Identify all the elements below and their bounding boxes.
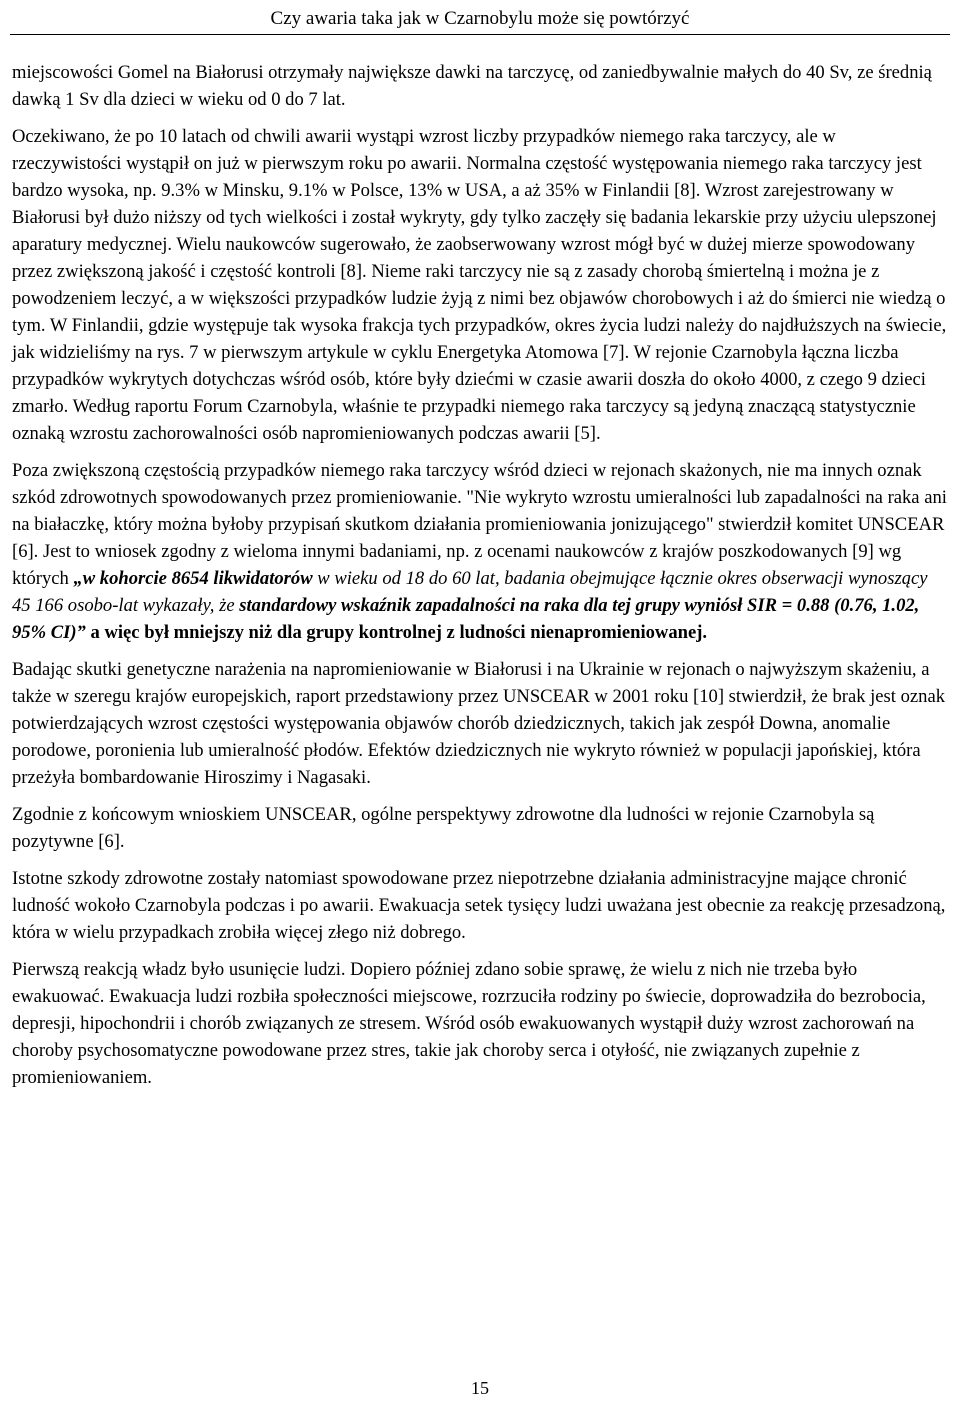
paragraph-1: miejscowości Gomel na Białorusi otrzymały największe dawki na tarczycę, od zaniedbywalnie małych do 40 Sv, ze średnią dawką 1 Sv dla dzieci w wieku od 0 do 7 lat. — [12, 62, 932, 110]
page-number: 15 — [471, 1378, 489, 1398]
paragraph-7: Pierwszą reakcją władz było usunięcie ludzi. Dopiero później zdano sobie sprawę, że wielu z nich nie trzeba było ewakuować. Ewakuacja ludzi rozbiła społeczności miejscowe, rozrzuciła rodziny po świecie, doprowadziła do bezrobocia, depresji, hipochondrii i chorób związanych ze stresem. Wśród osób ewakuowanych wystąpił duży wzrost zachorowań na choroby psychosomatyczne powodowane przez stres, takie jak choroby serca i otyłość, nie związanych zupełnie z promieniowaniem. — [12, 959, 926, 1088]
paragraph-3 — [12, 457, 948, 646]
sir-result-emphasis: standardowy wskaźnik zapadalności na raka dla tej grupy wyniósł SIR = 0.88 (0.76, 1.02, 95% CI)” — [12, 595, 920, 643]
header-divider — [10, 34, 950, 35]
paragraph-6: Istotne szkody zdrowotne zostały natomiast spowodowane przez niepotrzebne działania administracyjne mające chronić ludność wokoło Czarnobyla podczas i po awarii. Ewakuacja setek tysięcy ludzi uważana jest obecnie za reakcję przesadzoną, która w wielu przypadkach zrobiła więcej złego niż dobrego. — [12, 868, 946, 943]
document-body — [12, 59, 948, 1101]
paragraph-2: Oczekiwano, że po 10 latach od chwili awarii wystąpi wzrost liczby przypadków niemego raka tarczycy, ale w rzeczywistości wystąpił on już w pierwszym roku po awarii. Normalna częstość występowania niemego raka tarczycy jest bardzo wysoka, np. 9.3% w Minsku, 9.1% w Polsce, 13% w USA, a aż 35% w Finlandii [8]. Wzrost zarejestrowany w Białorusi był dużo niższy od tych wielkości i został wykryty, gdy tylko zaczęły się badania lekarskie przy użyciu ulepszonej aparatury medycznej. Wielu naukowców sugerowało, że zaobserwowany wzrost mógł być w dużej mierze spowodowany przez zwiększoną jakość i częstość kontroli [8]. Nieme raki tarczycy nie są z zasady chorobą śmiertelną i można je z powodzeniem leczyć, a w większości przypadków ludzie żyją z nimi bez objawów chorobowych i aż do śmierci nie wiedzą o tym. W Finlandii, gdzie występuje tak wysoka frakcja tych przypadków, okres życia ludzi należy do najdłuższych na świecie, jak widzieliśmy na rys. 7 w pierwszym artykule w cyklu Energetyka Atomowa [7]. W rejonie Czarnobyla łączna liczba przypadków wykrytych dotychczas wśród osób, które były dziećmi w czasie awarii doszła do około 4000, z czego 9 dzieci zmarło. Według raportu Forum Czarnobyla, właśnie te przypadki niemego raka tarczycy są jedyną znaczącą statystycznie oznaką wzrostu zachorowalności osób napromieniowanych podczas awarii [5]. — [12, 126, 947, 444]
paragraph-4: Badając skutki genetyczne narażenia na napromieniowanie w Białorusi i na Ukrainie w rejonach o najwyższym skażeniu, a także w szeregu krajów europejskich, raport przedstawiony przez UNSCEAR w 2001 roku [10] stwierdził, że brak jest oznak potwierdzających wzrost częstości występowania objawów chorób dziedzicznych, takich jak zespół Downa, anomalie porodowe, poronienia lub umieralność płodów. Efektów dziedzicznych nie wykryto również w populacji japońskiej, która przeżyła bombardowanie Hiroszimy i Nagasaki. — [12, 659, 946, 788]
running-header: Czy awaria taka jak w Czarnobylu może się powtórzyć — [270, 8, 690, 29]
quote-emphasis: „w kohorcie 8654 likwidatorów — [73, 568, 313, 589]
conclusion-bold: a więc był mniejszy niż dla grupy kontrolnej z ludności nienapromieniowanej. — [85, 622, 708, 643]
paragraph-3-text: Poza zwiększoną częstością przypadków niemego raka tarczycy wśród dzieci w rejonach skażonych, nie ma innych oznak szkód zdrowotnych spowodowanych przez promieniowanie. "Nie wykryto wzrostu umieralności lub zapadalności na raka ani na białaczkę, który można byłoby przypisań skutkom działania promieniowania jonizującego" stwierdził komitet UNSCEAR [6]. Jest to wniosek zgodny z wieloma innymi badaniami, np. z ocenami naukowców z krajów poszkodowanych [9] wg których — [12, 460, 947, 589]
paragraph-5: Zgodnie z końcowym wnioskiem UNSCEAR, ogólne perspektywy zdrowotne dla ludności w rejonie Czarnobyla są pozytywne [6]. — [12, 804, 875, 852]
quote-italic: w wieku od 18 do 60 lat, badania obejmujące łącznie okres obserwacji wynoszący 45 166 osobo-lat wykazały, że — [12, 568, 928, 616]
